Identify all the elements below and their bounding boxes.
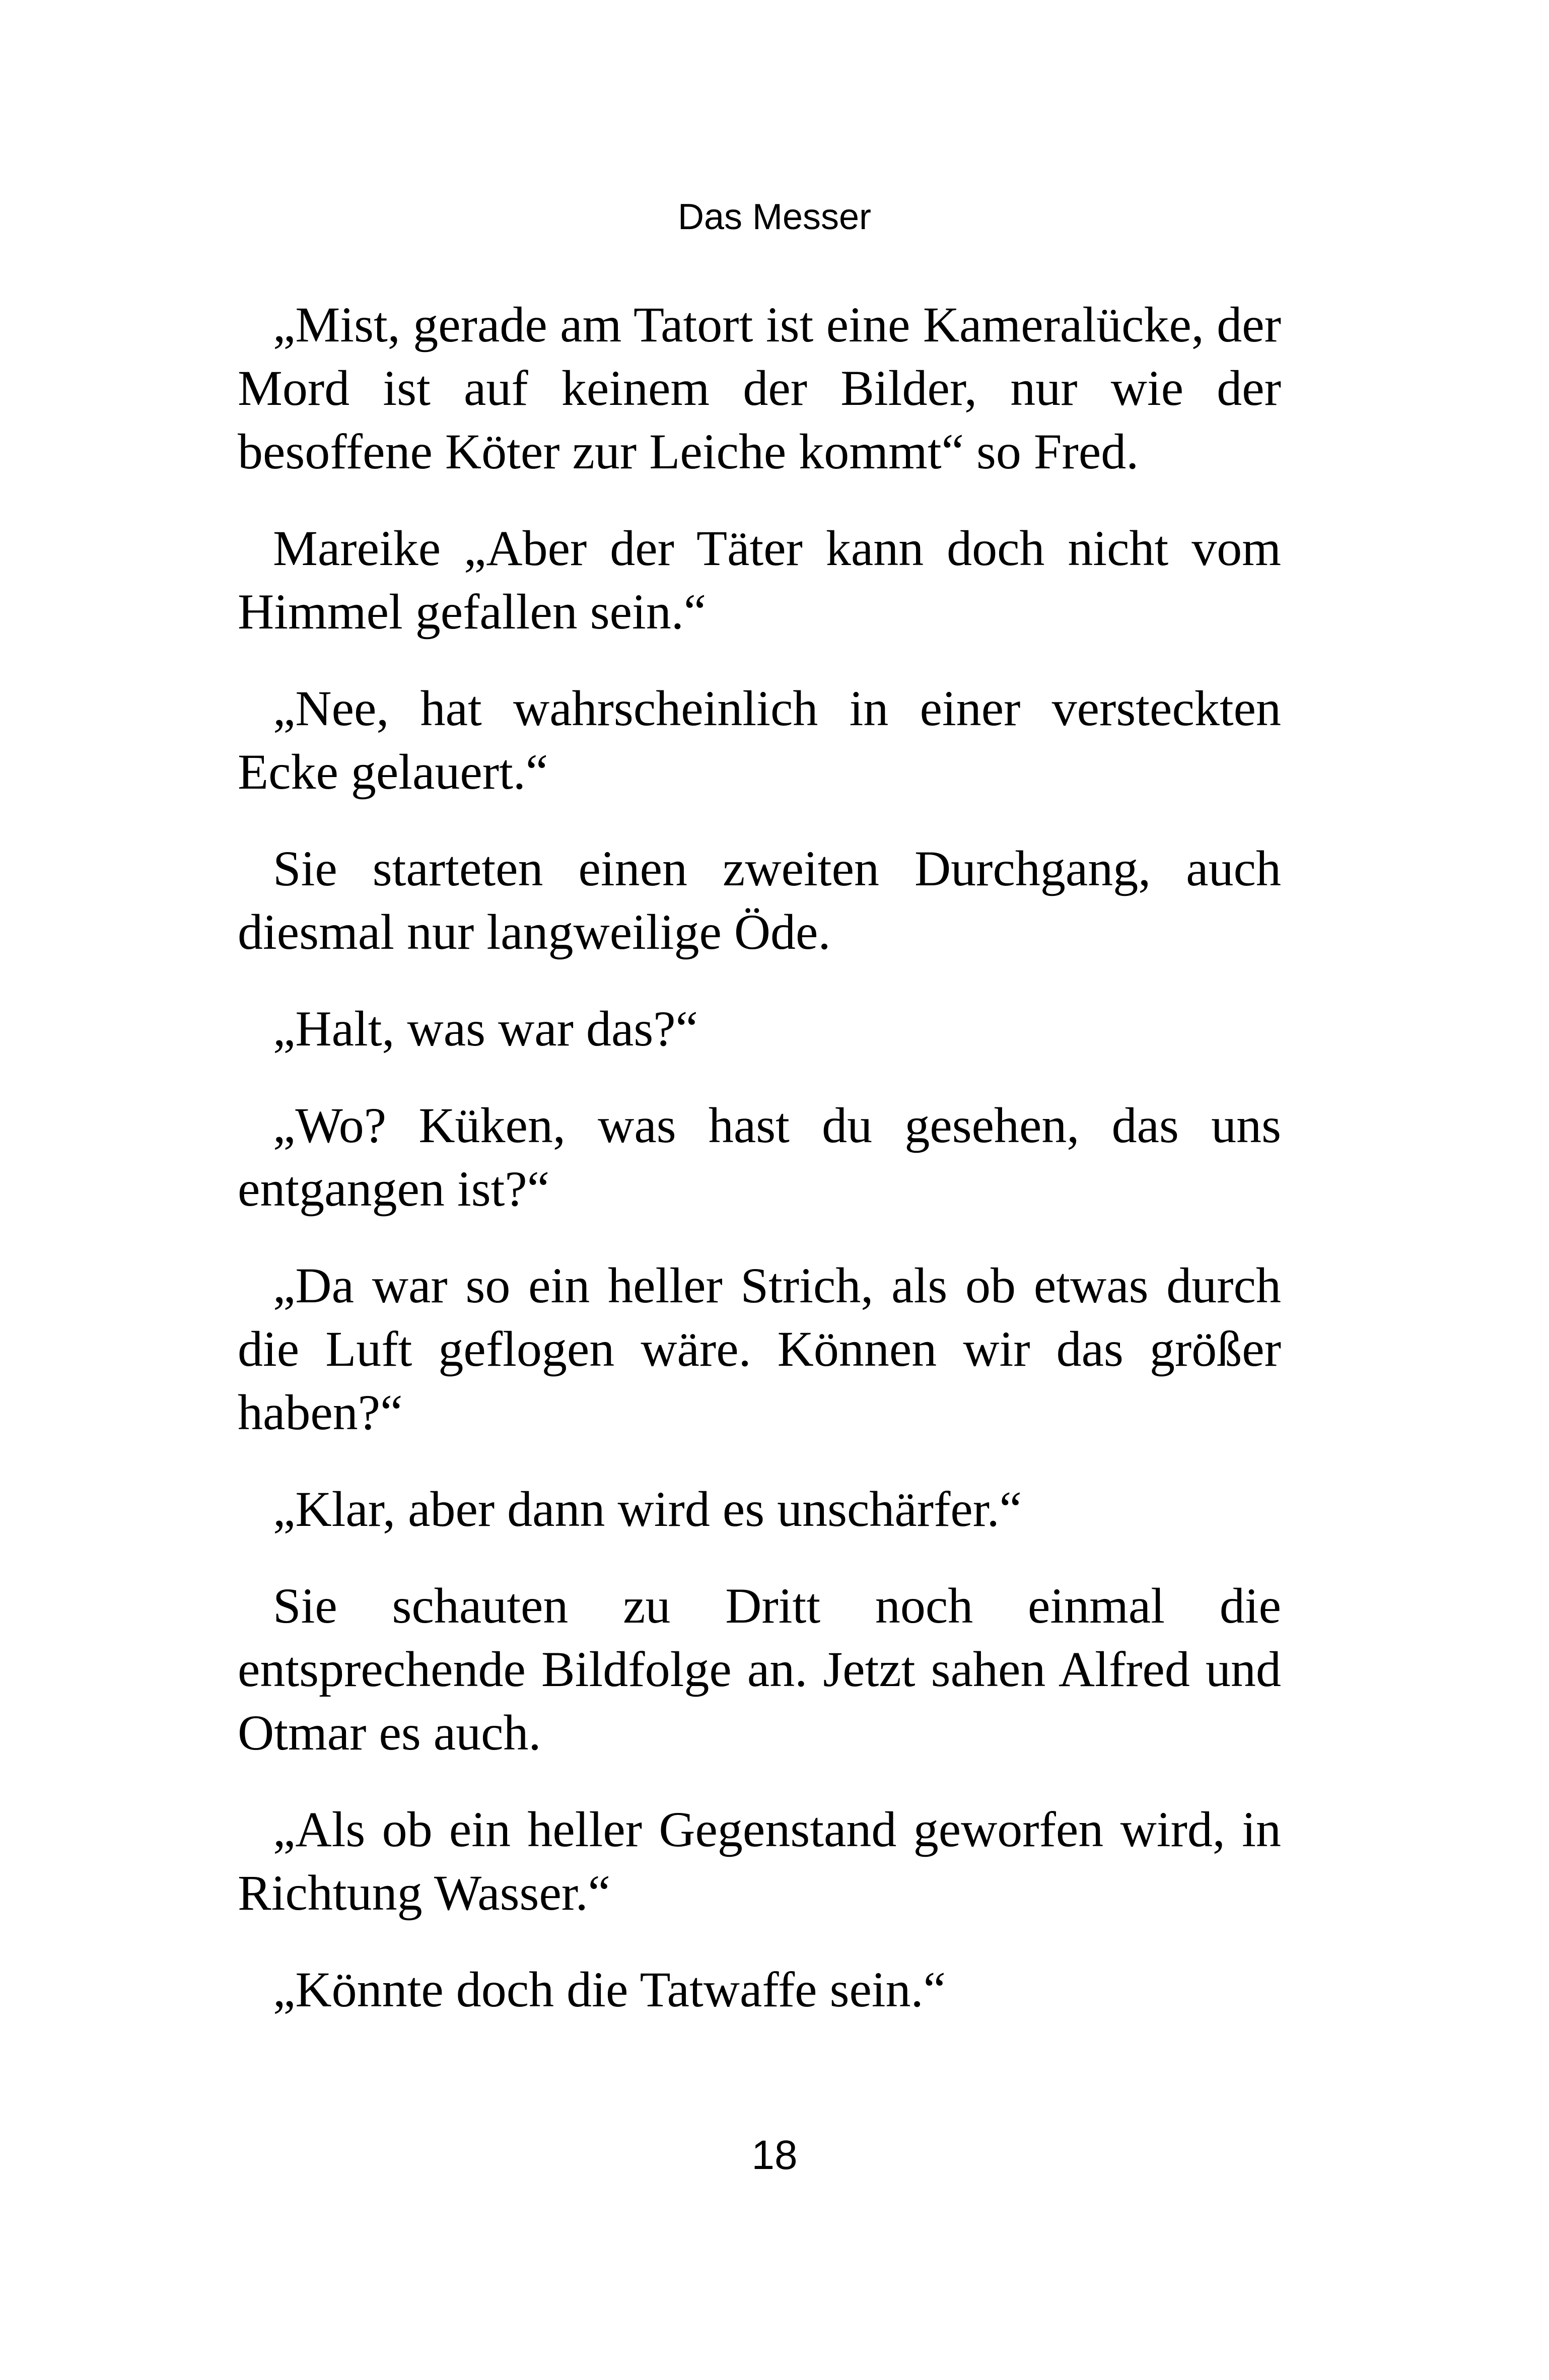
paragraph: „Könnte doch die Tatwaffe sein.“ <box>273 1962 946 2017</box>
paragraph: „Nee, hat wahrscheinlich in einer versteckten Ecke gelauert.“ <box>238 680 1281 800</box>
page-number: 18 <box>751 2132 798 2178</box>
paragraph: Sie starteten einen zweiten Durchgang, auch diesmal nur langweilige Öde. <box>238 841 1281 960</box>
running-head: Das Messer <box>677 197 872 237</box>
paragraph: Sie schauten zu Dritt noch einmal die entsprechende Bildfolge an. Jetzt sahen Alfred und Otmar es auch. <box>238 1578 1281 1761</box>
body-text <box>238 293 1281 2055</box>
paragraph: „Da war so ein heller Strich, als ob etwas durch die Luft geflogen wäre. Können wir das größer haben?“ <box>238 1257 1281 1440</box>
paragraph: „Wo? Küken, was hast du gesehen, das uns entgangen ist?“ <box>238 1097 1281 1217</box>
paragraph: „Mist, gerade am Tatort ist eine Kameralücke, der Mord ist auf keinem der Bilder, nur wie der besoffene Köter zur Leiche kommt“ so Fred. <box>238 297 1281 479</box>
paragraph: „Als ob ein heller Gegenstand geworfen wird, in Richtung Wasser.“ <box>238 1801 1281 1921</box>
paragraph: Mareike „Aber der Täter kann doch nicht vom Himmel gefallen sein.“ <box>238 520 1281 640</box>
paragraph: „Klar, aber dann wird es unschärfer.“ <box>273 1481 1022 1537</box>
paragraph: „Halt, was war das?“ <box>273 1001 698 1057</box>
